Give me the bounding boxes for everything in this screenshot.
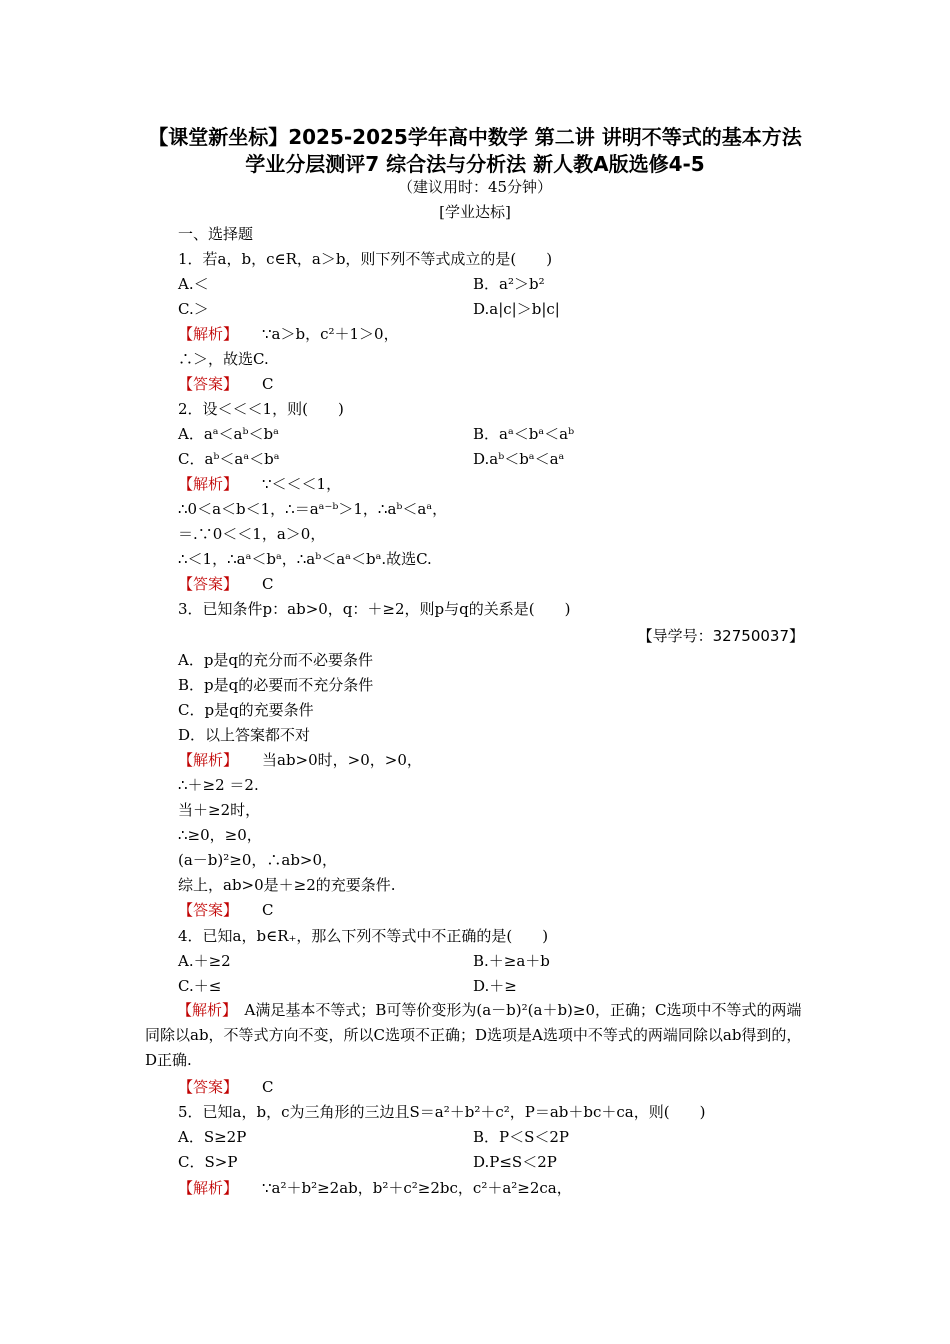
q2-answer-tag: 【答案】 [178, 575, 239, 593]
q5-option-d: D.P≤S＜2P [473, 1153, 557, 1171]
q2-solution-line: ∵＜＜＜1， [262, 475, 342, 493]
q2-stem: 2．设＜＜＜1，则( ) [178, 400, 344, 418]
q4-stem: 4．已知a，b∈R₊，那么下列不等式中不正确的是( ) [178, 927, 549, 945]
q1-stem: 1．若a，b，c∈R，a＞b，则下列不等式成立的是( ) [178, 250, 553, 268]
q1-answer-tag: 【答案】 [178, 375, 239, 393]
q3-solution-line: 当ab>0时，>0，>0， [262, 751, 422, 769]
q1-option-c: C.＞ [178, 300, 209, 318]
q2-option-d: D.aᵇ＜bᵃ＜aᵃ [473, 450, 565, 468]
q3-option-d: D．以上答案都不对 [178, 726, 311, 744]
q2-solution-line: ∴＜1，∴aᵃ＜bᵃ，∴aᵇ＜aᵃ＜bᵃ.故选C. [178, 550, 432, 568]
time-hint: （建议用时：45分钟） [397, 178, 553, 196]
q3-option-c: C．p是q的充要条件 [178, 701, 314, 719]
q1-option-d: D.a|c|＞b|c| [473, 300, 560, 318]
q2-option-a: A．aᵃ＜aᵇ＜bᵃ [178, 425, 279, 443]
q4-analysis-tag: 【解析】 [177, 1001, 230, 1019]
part-heading: 一、选择题 [178, 225, 254, 243]
q3-solution-line: ∴＋≥2 ＝2. [178, 776, 259, 794]
q4-option-b: B.＋≥a＋b [473, 952, 550, 970]
q1-solution-line: ∴＞，故选C. [178, 350, 269, 368]
q1-solution-line: ∵a＞b，c²＋1＞0， [262, 325, 399, 343]
q3-solution-line: 综上，ab>0是＋≥2的充要条件. [178, 876, 396, 894]
page-title: 【课堂新坐标】2025-2025学年高中数学 第二讲 讲明不等式的基本方法 学业分层测评7 综合法与分析法 新人教A版选修4-5 [148, 125, 802, 176]
q3-solution-line: 当＋≥2时， [178, 801, 261, 819]
q5-analysis-tag: 【解析】 [178, 1179, 239, 1197]
q1-analysis-tag: 【解析】 [178, 325, 239, 343]
q3-answer: C [262, 901, 274, 919]
q3-option-a: A．p是q的充分而不必要条件 [178, 651, 374, 669]
q3-stem: 3．已知条件p：ab>0，q：＋≥2，则p与q的关系是( ) [178, 600, 571, 618]
q5-solution-line: ∵a²＋b²≥2ab，b²＋c²≥2bc，c²＋a²≥2ca， [262, 1179, 572, 1197]
q2-option-b: B．aᵃ＜bᵃ＜aᵇ [473, 425, 575, 443]
q3-analysis-tag: 【解析】 [178, 751, 239, 769]
q4-option-a: A.＋≥2 [178, 952, 231, 970]
q5-option-a: A．S≥2P [178, 1128, 247, 1146]
q4-answer-tag: 【答案】 [178, 1078, 239, 1096]
q3-solution-line: (a－b)²≥0，∴ab>0， [178, 851, 338, 869]
q2-solution-line: ＝.∵0＜＜1，a＞0， [178, 525, 326, 543]
q5-stem: 5．已知a，b，c为三角形的三边且S＝a²＋b²＋c²，P＝ab＋bc＋ca，则( ) [178, 1103, 706, 1121]
q2-analysis-tag: 【解析】 [178, 475, 239, 493]
q3-answer-tag: 【答案】 [178, 901, 239, 919]
q2-solution-line: ∴0＜a＜b＜1，∴＝aᵃ⁻ᵇ＞1，∴aᵇ＜aᵃ， [178, 500, 448, 518]
guide-number: 【导学号：32750037】 [637, 627, 804, 645]
section-label: [学业达标] [439, 203, 511, 221]
q5-option-b: B．P＜S＜2P [473, 1128, 570, 1146]
q4-solution-paragraph [145, 998, 807, 1073]
q1-option-a: A.＜ [178, 275, 209, 293]
q4-option-d: D.＋≥ [473, 977, 517, 995]
q2-answer: C [262, 575, 274, 593]
q4-answer: C [262, 1078, 274, 1096]
q1-option-b: B．a²＞b² [473, 275, 545, 293]
q2-option-c: C．aᵇ＜aᵃ＜bᵃ [178, 450, 280, 468]
q5-option-c: C．S>P [178, 1153, 238, 1171]
q4-solution-text: A满足基本不等式；B可等价变形为(a－b)²(a＋b)≥0，正确；C选项中不等式的两端同除以ab，不等式方向不变，所以C选项不正确；D选项是A选项中不等式的两端同除以ab得到的，D正确. [145, 1001, 802, 1069]
q3-solution-line: ∴≥0，≥0， [178, 826, 262, 844]
q4-option-c: C.＋≤ [178, 977, 222, 995]
q3-option-b: B．p是q的必要而不充分条件 [178, 676, 374, 694]
q1-answer: C [262, 375, 274, 393]
